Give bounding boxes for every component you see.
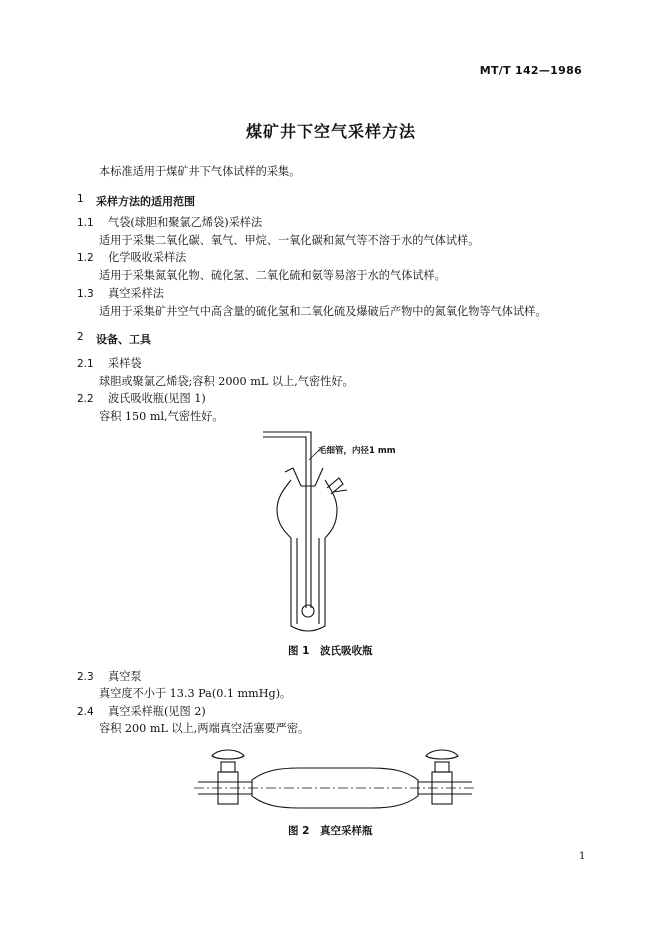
section-2-2-text: 容积 150 ml,气密性好。 — [99, 410, 224, 423]
section-2-number: 2 — [77, 331, 84, 343]
figure-2-caption: 图 2 真空采样瓶 — [288, 825, 373, 837]
section-1-3-heading: 真空采样法 — [108, 287, 164, 300]
figure-2-vacuum-sampling-bottle — [190, 742, 480, 814]
intro-text: 本标准适用于煤矿井下气体试样的采集。 — [99, 165, 301, 178]
section-2-4-text: 容积 200 mL 以上,两端真空活塞要严密。 — [99, 722, 310, 735]
section-1-number: 1 — [77, 193, 84, 205]
section-2-2-heading: 波氏吸收瓶(见图 1) — [108, 392, 206, 405]
section-1-1-text: 适用于采集二氧化碳、氧气、甲烷、一氧化碳和氮气等不溶于水的气体试样。 — [99, 234, 480, 247]
section-2-3-heading: 真空泵 — [108, 670, 142, 683]
section-2-4-number: 2.4 — [77, 706, 94, 718]
section-2-1-text: 球胆或聚氯乙烯袋;容积 2000 mL 以上,气密性好。 — [99, 375, 354, 388]
section-1-2-number: 1.2 — [77, 252, 94, 264]
section-1-1-number: 1.1 — [77, 217, 94, 229]
figure-1-absorption-bottle — [255, 428, 425, 638]
standard-code: MT/T 142—1986 — [479, 64, 582, 77]
section-2-3-text: 真空度不小于 13.3 Pa(0.1 mmHg)。 — [99, 687, 292, 700]
section-1-3-text: 适用于采集矿井空气中高含量的硫化氢和二氧化硫及爆破后产物中的氮氧化物等气体试样。 — [99, 305, 547, 318]
section-2-2-number: 2.2 — [77, 393, 94, 405]
section-2-heading: 设备、工具 — [96, 333, 151, 346]
section-1-3-number: 1.3 — [77, 288, 94, 300]
section-2-3-number: 2.3 — [77, 671, 94, 683]
figure-1-capillary-label: 毛细管，内径1 mm — [318, 446, 396, 456]
section-1-heading: 采样方法的适用范围 — [96, 195, 195, 208]
section-1-1-heading: 气袋(球胆和聚氯乙烯袋)采样法 — [108, 216, 263, 229]
section-1-2-heading: 化学吸收采样法 — [108, 251, 187, 264]
section-2-1-number: 2.1 — [77, 358, 94, 370]
section-2-1-heading: 采样袋 — [108, 357, 142, 370]
section-2-4-heading: 真空采样瓶(见图 2) — [108, 705, 206, 718]
section-1-2-text: 适用于采集氮氧化物、硫化氢、二氧化硫和氨等易溶于水的气体试样。 — [99, 269, 446, 282]
page-title: 煤矿井下空气采样方法 — [245, 122, 416, 141]
page-number: 1 — [579, 851, 586, 862]
figure-1-caption: 图 1 波氏吸收瓶 — [288, 645, 373, 657]
